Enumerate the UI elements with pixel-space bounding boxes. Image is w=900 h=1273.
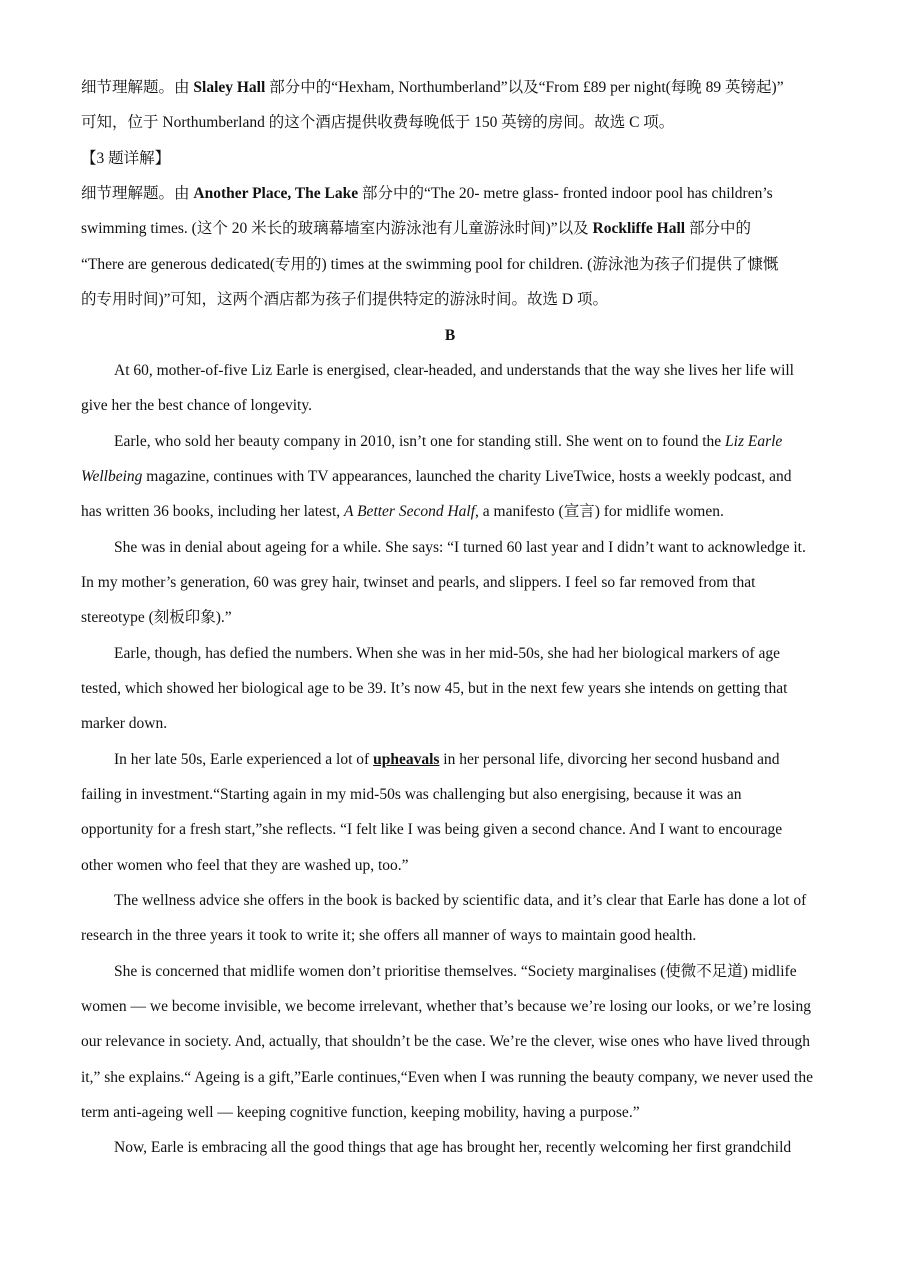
text-run: 部分中的“Hexham, Northumberland”以及“From £89 per night(每晚 89 英镑起)” bbox=[265, 79, 784, 96]
passage-p1-line-2: give her the best chance of longevity. bbox=[81, 397, 312, 414]
text-run: has written 36 books, including her latest, bbox=[81, 503, 345, 520]
passage-p7-line-1: She is concerned that midlife women don’t prioritise themselves. “Society marginalises (使微不足道) midlife bbox=[114, 963, 797, 980]
book-title: A Better Second Half bbox=[344, 503, 476, 520]
text-run: swimming times. (这个 20 米长的玻璃幕墙室内游泳池有儿童游泳时间)”以及 bbox=[81, 220, 593, 237]
text-run: 细节理解题。由 bbox=[81, 185, 194, 202]
passage-p3-line-1: She was in denial about ageing for a while. She says: “I turned 60 last year and I didn’t want to acknowledge it. bbox=[114, 539, 806, 556]
passage-p4-line-1: Earle, though, has defied the numbers. When she was in her mid-50s, she had her biological markers of age bbox=[114, 645, 781, 662]
text-run: magazine, continues with TV appearances, launched the charity LiveTwice, hosts a weekly podcast, and bbox=[142, 468, 792, 485]
passage-p4-line-3: marker down. bbox=[81, 715, 168, 732]
passage-p8-line-1: Now, Earle is embracing all the good things that age has brought her, recently welcoming her first grandchild bbox=[114, 1139, 792, 1156]
text-run: Earle, who sold her beauty company in 2010, isn’t one for standing still. She went on to found the bbox=[114, 433, 726, 450]
passage-p2-line-2 bbox=[81, 466, 792, 488]
q3-heading: 【3 题详解】 bbox=[81, 150, 171, 167]
magazine-title: Wellbeing bbox=[81, 468, 143, 485]
q2-explanation-line-2: 可知，位于 Northumberland 的这个酒店提供收费每晚低于 150 英镑的房间。故选 C 项。 bbox=[81, 114, 675, 131]
underlined-word: upheavals bbox=[373, 751, 440, 768]
passage-p3-line-3: stereotype (刻板印象).” bbox=[81, 609, 232, 626]
passage-p7-line-2: women — we become invisible, we become irrelevant, whether that’s because we’re losing our looks, or we’re losing bbox=[81, 998, 811, 1015]
passage-p5-line-4: other women who feel that they are washed up, too.” bbox=[81, 857, 409, 874]
passage-p5-line-2: failing in investment.“Starting again in my mid-50s was challenging but also energising, because it was an bbox=[81, 786, 742, 803]
text-run: In her late 50s, Earle experienced a lot of bbox=[114, 751, 374, 768]
hotel-name-rockliffe-hall: Rockliffe Hall bbox=[592, 220, 686, 237]
hotel-name-slaley-hall: Slaley Hall bbox=[193, 79, 266, 96]
q3-explanation-line-2 bbox=[81, 218, 751, 240]
passage-p3-line-2: In my mother’s generation, 60 was grey hair, twinset and pearls, and slippers. I feel so far removed from that bbox=[81, 574, 756, 591]
passage-p7-line-3: our relevance in society. And, actually, that shouldn’t be the case. We’re the clever, wise ones who have lived through bbox=[81, 1033, 810, 1050]
passage-p2-line-1 bbox=[114, 431, 782, 453]
hotel-name-another-place: Another Place, The Lake bbox=[193, 185, 359, 202]
text-run: in her personal life, divorcing her second husband and bbox=[439, 751, 780, 768]
q3-explanation-line-1 bbox=[81, 183, 773, 205]
text-run: , a manifesto (宣言) for midlife women. bbox=[475, 503, 724, 520]
passage-p6-line-2: research in the three years it took to write it; she offers all manner of ways to maintain good health. bbox=[81, 927, 697, 944]
q3-explanation-line-3: “There are generous dedicated(专用的) times at the swimming pool for children. (游泳池为孩子们提供了慷慨 bbox=[81, 256, 779, 273]
passage-p7-line-4: it,” she explains.“ Ageing is a gift,”Earle continues,“Even when I was running the beauty company, we never used the bbox=[81, 1069, 813, 1086]
passage-p5-line-3: opportunity for a fresh start,”she reflects. “I felt like I was being given a second chance. And I want to encourage bbox=[81, 821, 783, 838]
section-label: B bbox=[444, 327, 456, 344]
passage-p5-line-1 bbox=[114, 749, 779, 771]
magazine-title: Liz Earle bbox=[725, 433, 783, 450]
q2-explanation-line-1 bbox=[81, 77, 784, 99]
text-run: 部分中的“The 20- metre glass- fronted indoor pool has children’s bbox=[358, 185, 773, 202]
q3-explanation-line-4: 的专用时间)”可知，这两个酒店都为孩子们提供特定的游泳时间。故选 D 项。 bbox=[81, 291, 608, 308]
passage-p7-line-5: term anti-ageing well — keeping cognitive function, keeping mobility, having a purpose.” bbox=[81, 1104, 640, 1121]
text-run: 细节理解题。由 bbox=[81, 79, 194, 96]
passage-p6-line-1: The wellness advice she offers in the book is backed by scientific data, and it’s clear that Earle has done a lot of bbox=[114, 892, 807, 909]
passage-p1-line-1: At 60, mother-of-five Liz Earle is energised, clear-headed, and understands that the way she lives her life will bbox=[114, 362, 794, 379]
text-run: 部分中的 bbox=[685, 220, 751, 237]
passage-p4-line-2: tested, which showed her biological age to be 39. It’s now 45, but in the next few years she intends on getting that bbox=[81, 680, 788, 697]
passage-p2-line-3 bbox=[81, 501, 724, 523]
